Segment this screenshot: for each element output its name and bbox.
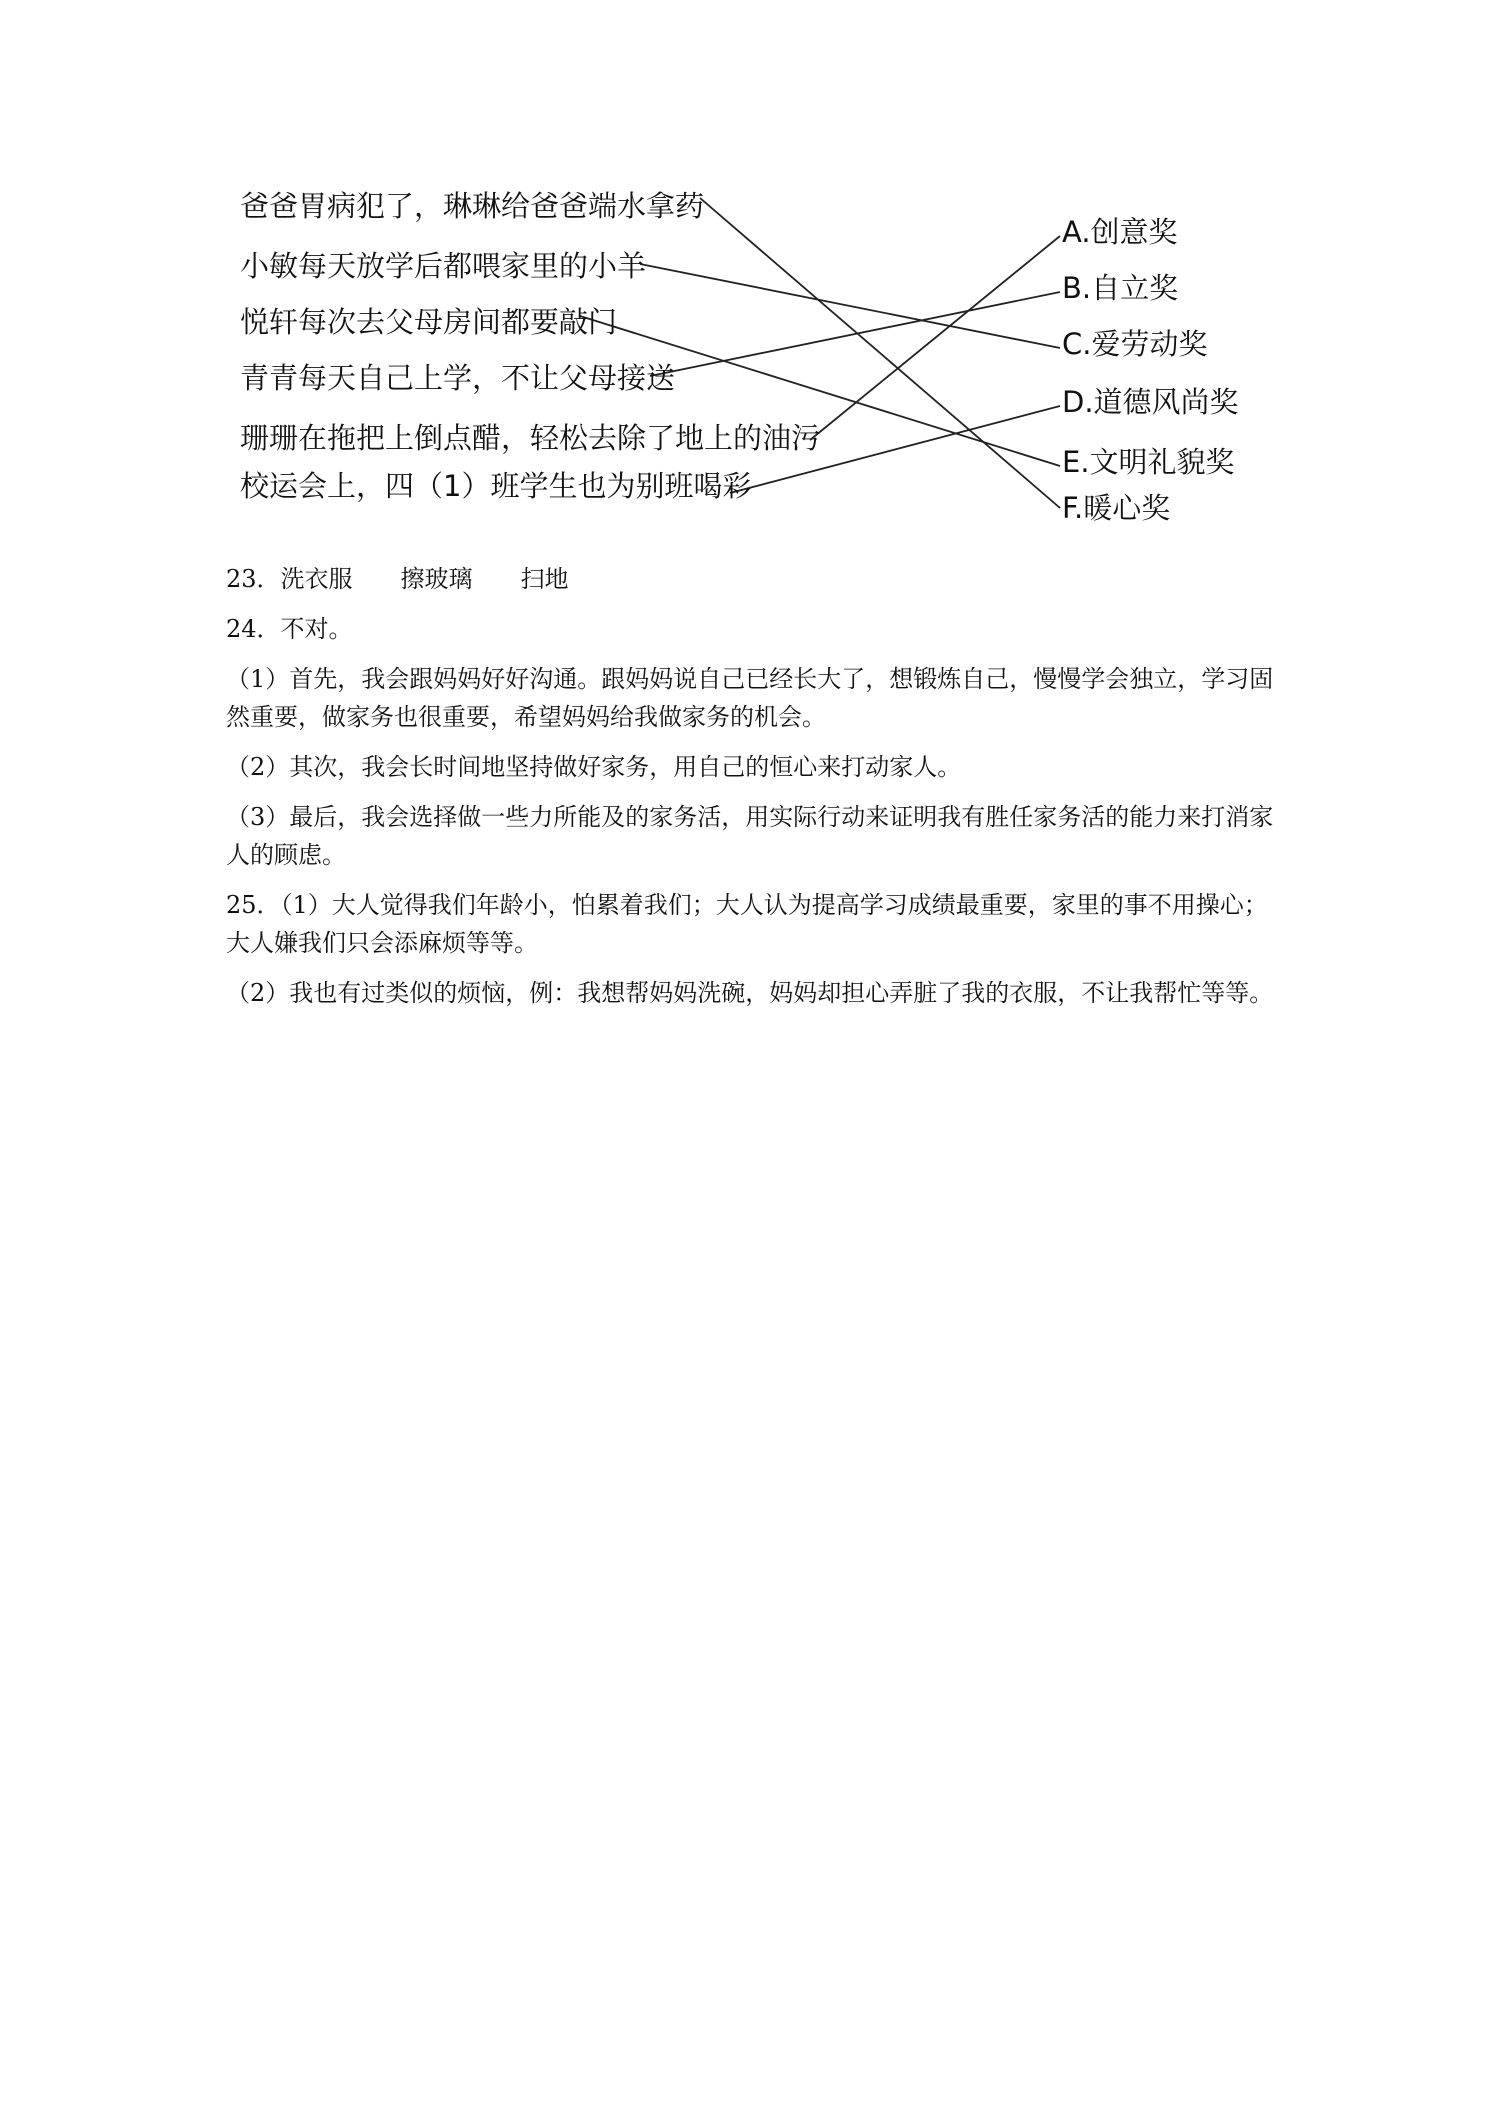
match-line-4-B xyxy=(650,292,1060,376)
match-line-5-A xyxy=(810,236,1060,440)
left-item-4: 青青每天自己上学，不让父母接送 xyxy=(240,361,676,395)
answer-23-item-3: 扫地 xyxy=(520,565,569,593)
answer-25-point-1: 25．（1）大人觉得我们年龄小，怕累着我们；大人认为提高学习成绩最重要，家里的事不用操心；大人嫌我们只会添麻烦等等。 xyxy=(226,891,1268,957)
right-item-A: A.创意奖 xyxy=(1062,215,1178,249)
answer-text xyxy=(226,560,1276,1024)
right-item-C: C.爱劳动奖 xyxy=(1062,327,1208,361)
left-item-5: 珊珊在拖把上倒点醋，轻松去除了地上的油污 xyxy=(240,421,821,455)
answer-24-point-1: （1）首先，我会跟妈妈好好沟通。跟妈妈说自己已经长大了，想锻炼自己，慢慢学会独立，学习固然重要，做家务也很重要，希望妈妈给我做家务的机会。 xyxy=(226,665,1274,731)
right-item-D: D.道德风尚奖 xyxy=(1062,385,1239,419)
match-line-1-F xyxy=(700,198,1060,508)
answer-23-item-2: 擦玻璃 xyxy=(400,565,473,593)
answer-25-point-2: （2）我也有过类似的烦恼，例：我想帮妈妈洗碗，妈妈却担心弄脏了我的衣服，不让我帮忙等等。 xyxy=(226,979,1274,1007)
right-item-F: F.暖心奖 xyxy=(1062,491,1171,525)
left-item-3: 悦轩每次去父母房间都要敲门 xyxy=(240,305,618,339)
answer-23 xyxy=(226,560,1276,598)
right-item-E: E.文明礼貌奖 xyxy=(1062,445,1235,479)
answer-24-point-2: （2）其次，我会长时间地坚持做好家务，用自己的恒心来打动家人。 xyxy=(226,753,962,781)
answer-24-point-3: （3）最后，我会选择做一些力所能及的家务活，用实际行动来证明我有胜任家务活的能力来打消家人的顾虑。 xyxy=(226,803,1274,869)
right-item-B: B.自立奖 xyxy=(1062,271,1179,305)
answer-23-number: 23． xyxy=(226,565,281,593)
left-item-2: 小敏每天放学后都喂家里的小羊 xyxy=(240,249,647,283)
answer-23-item-1: 洗衣服 xyxy=(280,565,353,593)
answer-24-head: 24．不对。 xyxy=(226,615,353,643)
matching-diagram xyxy=(230,178,1239,538)
left-item-6: 校运会上，四（1）班学生也为别班喝彩 xyxy=(240,469,752,503)
left-item-1: 爸爸胃病犯了，琳琳给爸爸端水拿药 xyxy=(240,189,705,223)
